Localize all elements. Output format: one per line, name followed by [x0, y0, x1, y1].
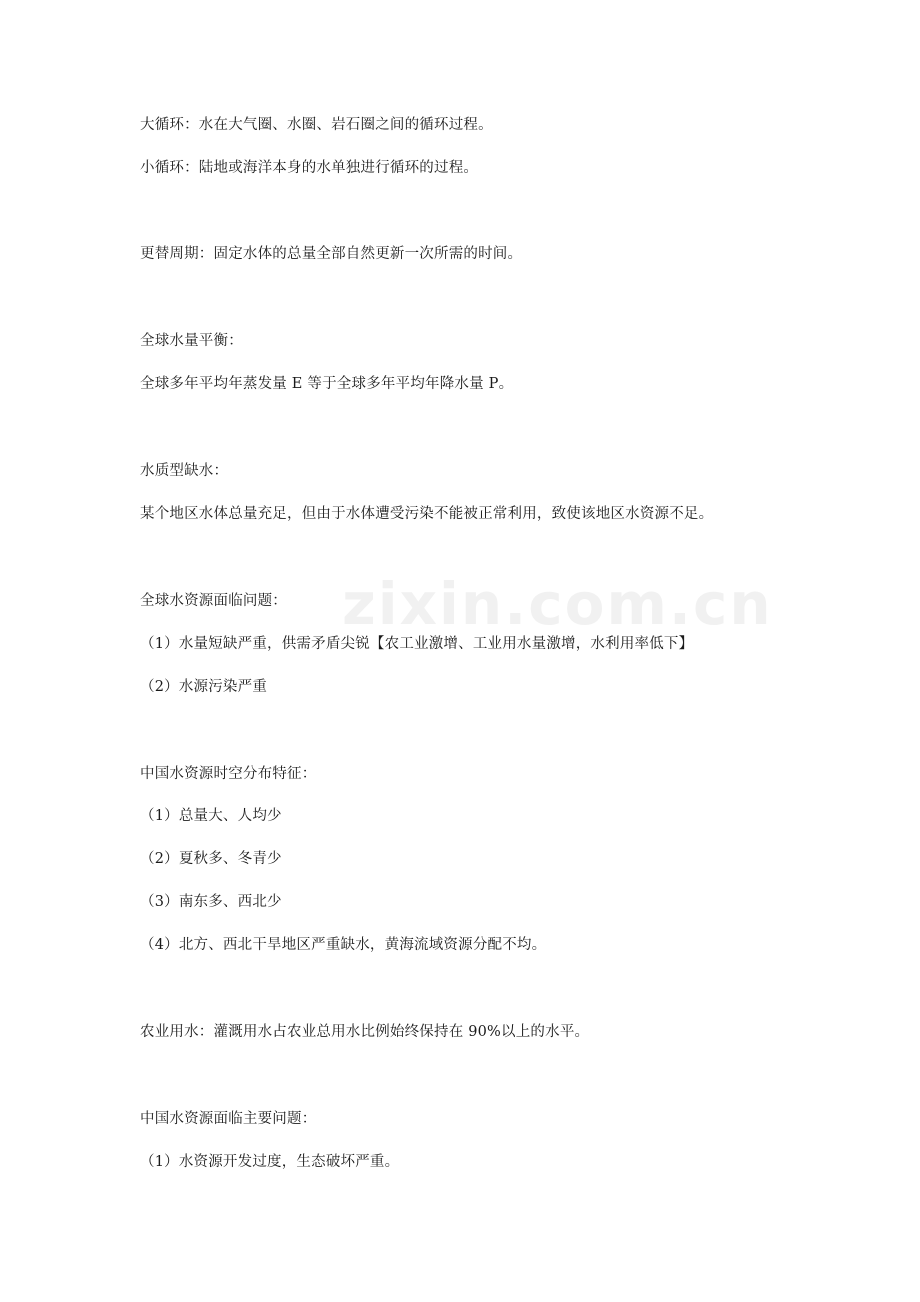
text-line-water-balance: 全球多年平均年蒸发量 E 等于全球多年平均年降水量 P。 [140, 376, 514, 392]
text-line-major-cycle: 大循环：水在大气圈、水圈、岩石圈之间的循环过程。 [140, 117, 493, 133]
text-line-minor-cycle: 小循环：陆地或海洋本身的水单独进行循环的过程。 [140, 160, 479, 176]
heading-quality-shortage: 水质型缺水： [140, 463, 229, 479]
text-line-renewal-period: 更替周期：固定水体的总量全部自然更新一次所需的时间。 [140, 246, 523, 262]
list-item-distribution-3: （3）南东多、西北少 [140, 894, 282, 910]
heading-global-water-balance: 全球水量平衡： [140, 333, 243, 349]
heading-china-main-problems: 中国水资源面临主要问题： [140, 1111, 317, 1127]
list-item-distribution-1: （1）总量大、人均少 [140, 808, 282, 824]
text-line-agriculture-water: 农业用水：灌溉用水占农业总用水比例始终保持在 90%以上的水平。 [140, 1024, 590, 1040]
list-item-global-problem-1: （1）水量短缺严重，供需矛盾尖锐【农工业激增、工业用水量激增，水利用率低下】 [140, 636, 694, 652]
list-item-distribution-2: （2）夏秋多、冬青少 [140, 851, 282, 867]
watermark: zixin.com.cn [342, 570, 773, 638]
heading-china-distribution: 中国水资源时空分布特征： [140, 766, 317, 782]
list-item-global-problem-2: （2）水源污染严重 [140, 679, 268, 695]
heading-global-problems: 全球水资源面临问题： [140, 593, 287, 609]
text-line-quality-shortage: 某个地区水体总量充足，但由于水体遭受污染不能被正常利用，致使该地区水资源不足。 [140, 506, 714, 522]
list-item-distribution-4: （4）北方、西北干旱地区严重缺水，黄海流域资源分配不均。 [140, 937, 547, 953]
list-item-china-problem-1: （1）水资源开发过度，生态破坏严重。 [140, 1154, 400, 1170]
